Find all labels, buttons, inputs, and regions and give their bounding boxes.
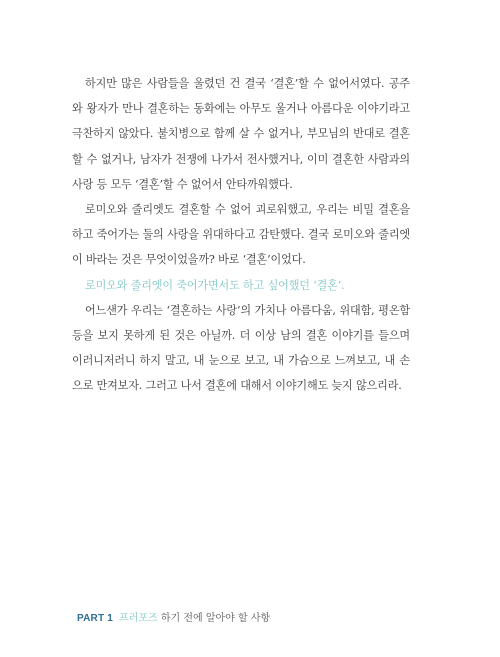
part-label: PART 1: [77, 613, 114, 624]
footer-subtitle: 하기 전에 알아야 할 사항: [160, 613, 271, 624]
paragraph-romeo-juliet: 로미오와 줄리엣도 결혼할 수 없어 괴로워했고, 우리는 비밀 결혼을 하고 죽어가는 둘의 사랑을 위대하다고 감탄했다. 결국 로미오와 줄리엣이 바라는 것은 무엇이었을까? 바로 ‘결혼’이었다.: [72, 203, 410, 267]
body-text: [72, 71, 410, 399]
paragraph-intro: 하지만 많은 사람들을 울렸던 건 결국 ‘결혼’할 수 없어서였다. 공주와 왕자가 만나 결혼하는 동화에는 아무도 울거나 아름다운 이야기라고 극찬하지 않았다. 불치병으로 함께 살 수 없거나, 부모님의 반대로 결혼할 수 없거나, 남자가 전쟁에 나가서 전사했거나, 이미 결혼한 사람과의 사랑 등 모두 ‘결혼’할 수 없어서 안타까워했다.: [72, 77, 410, 191]
paragraph-conclusion: 어느샌가 우리는 ‘결혼하는 사랑’의 가치나 아름다움, 위대함, 평온함 등을 보지 못하게 된 것은 아닐까. 더 이상 남의 결혼 이야기를 들으며 이러니저러니 하지 말고, 내 눈으로 보고, 내 가슴으로 느껴보고, 내 손으로 만져보자. 그러고 나서 결혼에 대해서 이야기해도 늦지 않으리라.: [72, 303, 410, 393]
highlighted-quote: 로미오와 줄리엣이 죽어가면서도 하고 싶어했던 ‘결혼’.: [85, 278, 345, 292]
page-footer: [77, 609, 270, 624]
footer-keyword: 프러포즈: [119, 613, 158, 624]
footer-title: [119, 609, 270, 624]
